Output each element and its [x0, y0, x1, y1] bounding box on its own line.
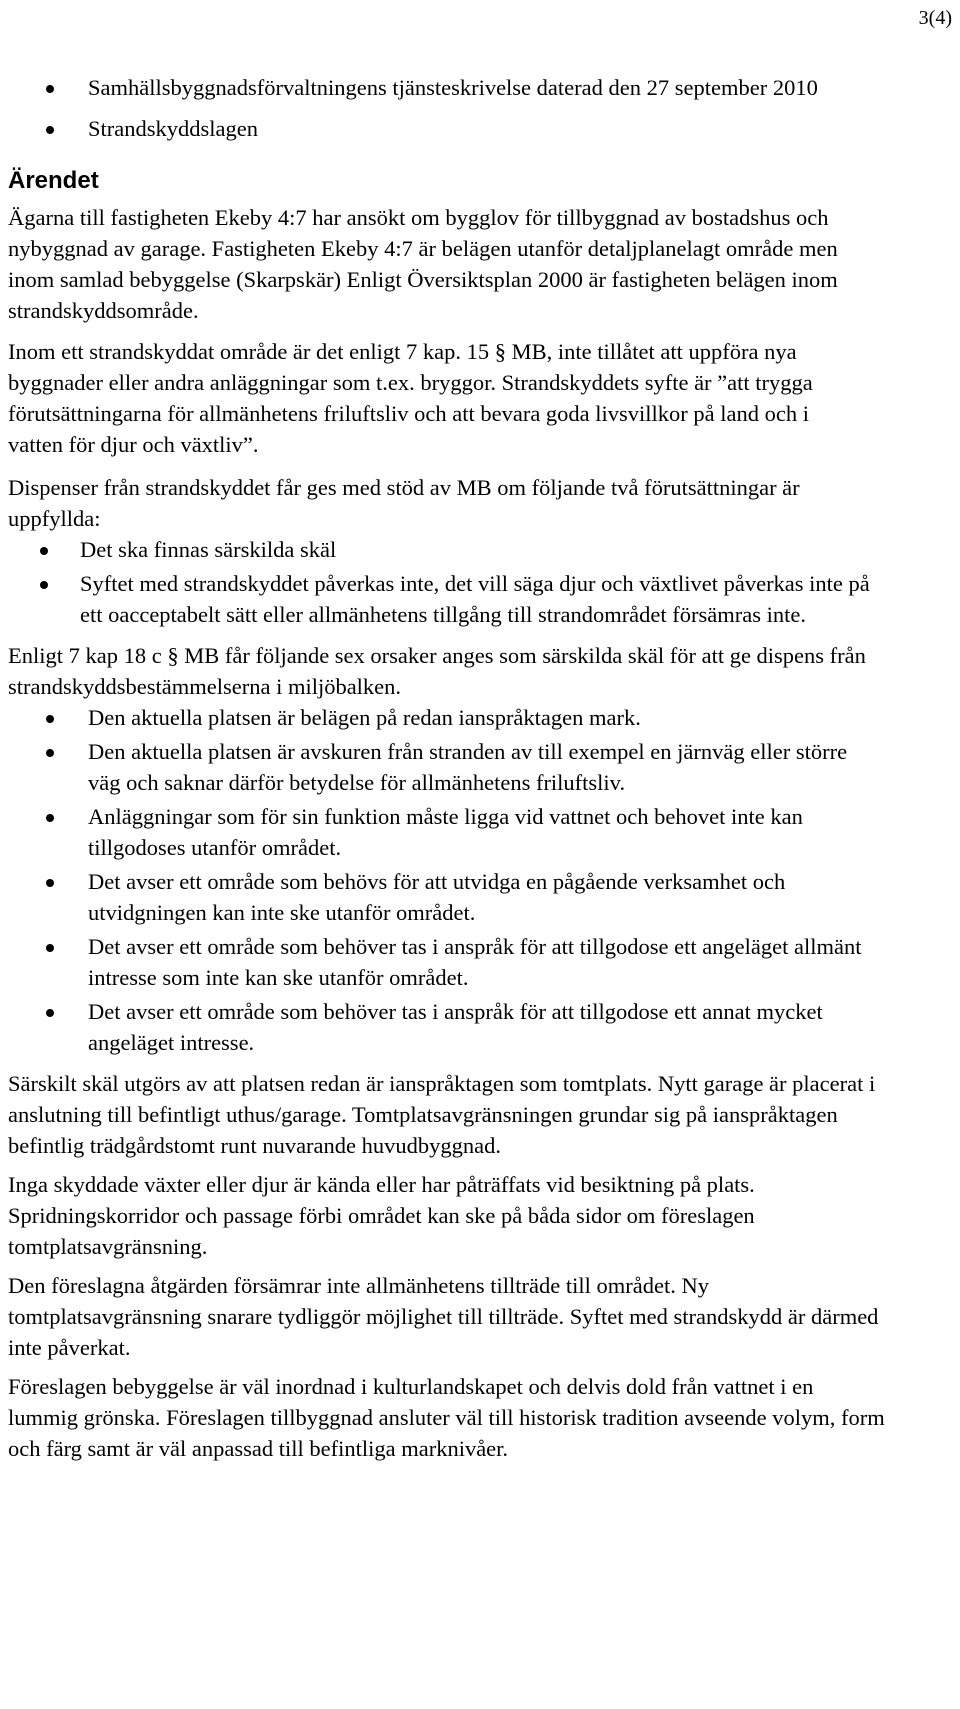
- paragraph: Föreslagen bebyggelse är väl inordnad i kulturlandskapet och delvis dold från vattnet i en lummig grönska. Föreslagen tillbyggnad ansluter väl till historisk tradition avseende volym, form och färg samt är väl anpassad till befintliga marknivåer.: [8, 1374, 885, 1461]
- bullet-icon: [46, 749, 54, 757]
- bullet-icon: [40, 547, 48, 555]
- intro-bullet-list: [8, 72, 948, 144]
- paragraph: Den föreslagna åtgärden försämrar inte allmänhetens tillträde till området. Ny tomtplatsavgränsning snarare tydliggör möjlighet till tillträde. Syftet med strandskydd är därmed inte påverkat.: [8, 1273, 879, 1360]
- bullet-icon: [40, 581, 48, 589]
- list-item: Det avser ett område som behövs för att utvidga en pågående verksamhet och utvidgningen kan inte ske utanför området.: [8, 866, 848, 928]
- bullet-icon: [46, 126, 54, 134]
- list-item: Samhällsbyggnadsförvaltningens tjänsteskrivelse daterad den 27 september 2010: [8, 72, 848, 103]
- list-item: Det avser ett område som behöver tas i anspråk för att tillgodose ett annat mycket angeläget intresse.: [8, 996, 868, 1058]
- conditions-list: [8, 534, 948, 630]
- paragraph: Enligt 7 kap 18 c § MB får följande sex orsaker anges som särskilda skäl för att ge dispens från strandskyddsbestämmelserna i miljöbalken.: [8, 643, 866, 699]
- list-item: Anläggningar som för sin funktion måste ligga vid vattnet och behovet inte kan tillgodoses utanför området.: [8, 801, 868, 863]
- bullet-icon: [46, 1009, 54, 1017]
- list-item: Den aktuella platsen är avskuren från stranden av till exempel en järnväg eller större väg och saknar därför betydelse för allmänhetens friluftsliv.: [8, 736, 878, 798]
- list-item: Syftet med strandskyddet påverkas inte, det vill säga djur och växtlivet påverkas inte på ett oacceptabelt sätt eller allmänhetens tillgång till strandområdet försämras inte.: [8, 568, 880, 630]
- document-body: [8, 72, 948, 1464]
- bullet-icon: [46, 879, 54, 887]
- list-item: Det ska finnas särskilda skäl: [8, 534, 948, 565]
- paragraph: Särskilt skäl utgörs av att platsen redan är ianspråktagen som tomtplats. Nytt garage är placerat i anslutning till befintligt uthus/garage. Tomtplatsavgränsningen grundar sig på ianspråktagen befintlig trädgårdstomt runt nuvarande huvudbyggnad.: [8, 1071, 876, 1158]
- reasons-list: [8, 702, 868, 1058]
- section-heading: Ärendet: [8, 167, 99, 194]
- paragraph: Inom ett strandskyddat område är det enligt 7 kap. 15 § MB, inte tillåtet att uppföra nya byggnader eller andra anläggningar som t.ex. bryggor. Strandskyddets syfte är ”att trygga förutsättningarna för allmänhetens friluftsliv och att bevara goda livsvillkor på land och i vatten för djur och växtliv”.: [8, 339, 813, 457]
- list-item: Det avser ett område som behöver tas i anspråk för att tillgodose ett angeläget allmänt intresse som inte kan ske utanför området.: [8, 931, 868, 993]
- list-item: Den aktuella platsen är belägen på redan ianspråktagen mark.: [8, 702, 868, 733]
- bullet-icon: [46, 814, 54, 822]
- list-item: Strandskyddslagen: [8, 113, 948, 144]
- paragraph: Ägarna till fastigheten Ekeby 4:7 har ansökt om bygglov för tillbyggnad av bostadshus och nybyggnad av garage. Fastigheten Ekeby 4:7 är belägen utanför detaljplanelagt område men inom samlad bebyggelse (Skarpskär) Enligt Översiktsplan 2000 är fastigheten belägen inom strandskyddsområde.: [8, 205, 838, 323]
- paragraph: Dispenser från strandskyddet får ges med stöd av MB om följande två förutsättningar är uppfyllda:: [8, 475, 800, 531]
- bullet-icon: [46, 715, 54, 723]
- bullet-icon: [46, 944, 54, 952]
- paragraph: Inga skyddade växter eller djur är kända eller har påträffats vid besiktning på plats. Spridningskorridor och passage förbi området kan ske på båda sidor om föreslagen tomtplatsavgränsning.: [8, 1172, 755, 1259]
- bullet-icon: [46, 85, 54, 93]
- page-number: 3(4): [918, 7, 952, 29]
